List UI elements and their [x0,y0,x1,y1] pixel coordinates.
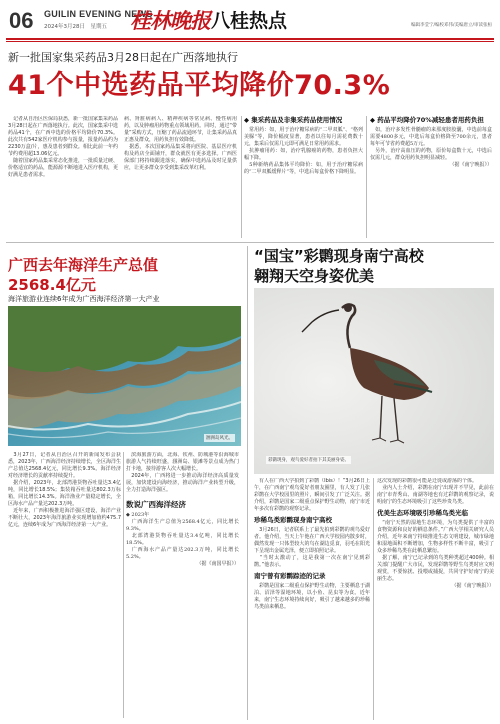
lead-column-3 [244,116,363,240]
section-divider [6,242,494,243]
header-divider [6,38,494,40]
ibis-photo [254,288,494,474]
ibis-illustration [254,288,494,474]
ibis-col1-text-b: 3月26日，记者联系上了最先拍到彩鹮的观鸟爱好者。他介绍，当天上午他在广西大学校园内散步时，偶然发现一只体型较大的鸟在湖边觅食，羽毛在阳光下呈现出金属光泽，便立即拍照记录。 “当时太激动了，这是我第一次在南宁见到彩鹮。”他表示。 [254,527,370,568]
ibis-photo-caption: 彩鹮现身，观鸟爱好者拍下其美丽身姿。 [268,458,349,463]
island-coast-illustration [8,306,241,446]
newspaper-logo: 桂林晚报 [130,8,210,33]
column-divider [366,116,367,238]
section-title: 八桂热点 [211,10,288,32]
lead-col4-text: 如，治疗多发性骨髓瘤的来那度胺胶囊，中选前每盒需要4800多元，中选后每盒价格降至700余元，患者每年可节省药费超5万元。 另外，治疗高血压的药物，原价每盒数十元，中选后仅需几元，群众用药负担明显减轻。 [370,127,492,161]
ibis-col1-text: 有人在广西大学拍到了彩鹮（Ibis）！”3月26日上午，在广西南宁观鸟爱好者朋友圈里，有人发了几张彩鹮在大学校园里的照片，瞬间引发了广泛关注。据介绍，彩鹮是国家二级重点保护野生动物，南宁市近年多次有彩鹮的观察记录。 [254,478,370,512]
lead-column-4 [370,116,492,240]
page-number: 06 [9,8,34,33]
issue-date: 2024年3月28日 星期五 [44,24,107,30]
ibis-col1-heading: 珍稀鸟类彩鹮现身南宁高校 [254,516,332,524]
lead-col4-heading: ◆ 药品平均降价70%减轻患者用药负担 [370,116,484,124]
column-divider [373,478,374,720]
lead-column-1: 记者从自治区医保局获悉，新一批国家集采药品3月28日起在广西落地执行。此次，国家集采中选药品41个，在广西中选的价格平均降价70.3%。此次共有542家医疗机构参与报量，报量药品约为2230万盒/片，惠及患者到群众。相比此前一年约节约费用超13.06亿元。 随着国家药品集采常态化推进，一批质量过硬、价格适宜的药品，能源源不断地进入医疗机构，更好满足患者需求。 [8,116,118,178]
column-divider [123,452,124,718]
marine-headline-line1: 广西去年海洋生产总值 [8,256,159,274]
marine-headline-line2: 2568.4亿元 [8,276,96,294]
editor-info: 编辑李莹宁/编校邓伟/美编唐立/审读张桓 [410,23,492,28]
marine-col2-text: 滨海旅游方面，北海、钦州、防城港等沿海城市旅游人气持续旺盛，涠洲岛、银滩等景点成为热门打卡地，接待游客人次大幅增长。 2024年，广西将进一步推动海洋经济高质量发展，加快建设向海经济，推动海洋产业转型升级，全力打造海洋强区。 [126,452,239,493]
lead-column-2: 病、肾脏病病人、精神疾病等常见病、慢性病用药，以及肿瘤用药物重点领域用药。同时，通过“带量”采购方式，压缩了药品流通环节，让集采药品真正惠及群众，用药负担有效降低。 据悉，本次国家药品集采将向医院、基层医疗机构及药店全面铺开，群众就医有更多选择。广西医保部门将持续跟进落实，确保中选药品及时足量供应，让更多群众享受到集采改革红利。 [124,116,237,171]
ibis-col2-text: 这次发现的彩鹮很可能是迁徙或游荡的个体。 业内人士介绍，彩鹮在南宁出现并不罕见，此前在南宁市青秀山、南湖等地也有过彩鹮的观察记录，说明南宁的生态环境吸引了这些珍贵鸟类。 [377,478,494,505]
ibis-col2-text-b: “南宁天然的湿地生态环境，为鸟类提供了丰富的食物资源和良好的栖息条件。”广西大学相关研究人员介绍，近年来南宁持续推进生态文明建设，城市绿地和湿地面积不断增加，生物多样性不断丰富，吸引了众多珍稀鸟类在此栖息繁衍。 据了解，南宁已记录到的鸟类种类超过400种。相关部门提醒广大市民，发现彩鹮等野生鸟类时应文明观赏，不要惊扰、投喂或捕捉，共同守护好南宁的美丽生态。 [377,520,494,582]
ibis-column-2 [377,478,494,720]
ibis-col1-heading-2: 南宁曾有彩鹮踪迹的记录 [254,572,326,580]
ibis-headline-line1: “国宝”彩鹮现身南宁高校 [254,247,424,265]
column-divider [247,246,248,720]
marine-credit: （据《南国早报》） [196,561,239,567]
lead-headline: 41个中选药品平均降价70.3% [8,70,391,101]
ibis-col2-heading: 优美生态环境吸引珍稀鸟类光临 [377,509,468,517]
marine-data-list: ◆ 2023年 广西海洋生产总值为2568.4亿元，同比增长9.3%。 北部湾港货物吞吐量达3.4亿吨，同比增长18.5%。 广西海水产品产量达202.3万吨，同比增长5.2%。 [126,512,239,560]
lead-col4-credit: （据《南宁晚报》） [449,162,492,168]
ibis-headline [254,246,424,286]
lead-col3-heading: ◆ 集采药品及非集采药品使用情况 [244,116,343,124]
header-divider-thin [6,41,494,42]
ibis-col1-text-c: 彩鹮是国家二级重点保护野生动物，主要栖息于湖泊、沼泽等湿地环境，以小鱼、昆虫等为食。近年来，南宁生态环境持续向好，吸引了越来越多的珍稀鸟类前来栖息。 [254,583,370,610]
island-photo-caption: 涠洲岛风光。 [206,436,233,441]
marine-headline [8,255,158,295]
island-coast-photo [8,306,241,446]
marine-column-1: 3月27日，记者从自治区召开的新闻发布会获悉，2023年，广西海洋经济持续增长，全区海洋生产总值达2568.4亿元，同比增长9.3%。海洋经济对经济增长的贡献率持续提升。 据介绍，2023年，北部湾港货物吞吐量达3.4亿吨，同比增长18.5%；集装箱吞吐量达802.3万标箱，同比增长14.3%。海洋渔业产量稳定增长，全区海水产品产量达202.3万吨。 近年来，广西积极推进海洋强区建设，海洋产业不断壮大，2023年海洋旅游业实现增加值约475.7亿元，连续6年成为广西海洋经济第一大产业。 [8,452,121,528]
marine-data-heading: 数说广西海洋经济 [126,500,186,509]
marine-column-2 [126,452,239,720]
page-header [0,0,500,40]
ibis-credit: （据《南宁晚报》） [451,583,494,589]
lead-col3-text: 常用药：如，用于治疗糖尿病的“二甲双胍”、“格列美脲”等，降价幅度显著，患者以往每月需花费数十元，集采后仅需几元即可满足日常用药需求。 抗肿瘤用药：如，治疗乳腺癌的药物，患者负担大幅下降。 5种新纳药品集体平均降价：如，用于治疗糖尿病的“二甲双胍缓释片”等，中选后每盒价格下降明显。 [244,127,363,175]
lead-subhead: 新一批国家集采药品3月28日起在广西落地执行 [8,51,238,64]
column-divider [241,116,242,238]
ibis-headline-line2: 翱翔天空身姿优美 [254,267,375,285]
ibis-column-1 [254,478,370,720]
marine-subtitle: 海洋旅游业连续6年成为广西海洋经济第一大产业 [8,295,160,303]
paper-english-name: GUILIN EVENING NEWS [44,9,153,19]
